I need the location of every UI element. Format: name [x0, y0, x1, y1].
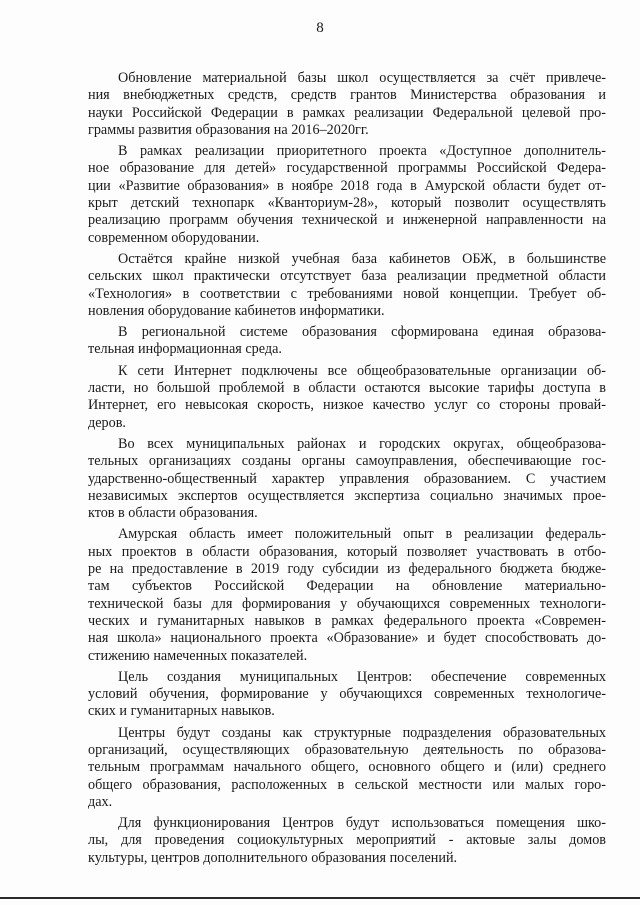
text-line: ции «Развитие образования» в ноябре 2018 года в Амурской области будет от- — [88, 177, 606, 194]
text-line: ре на предоставление в 2019 году субсидии из федерального бюджета бюдже- — [88, 561, 606, 578]
text-line: Амурская область имеет положительный опыт в реализации федераль- — [118, 526, 606, 543]
text-line: ударственно-общественный характер управления образованием. С участием — [88, 470, 606, 487]
text-line: стижению намеченных показателей. — [88, 647, 308, 664]
paragraph — [88, 363, 606, 432]
text-line: К сети Интернет подключены все общеобразовательные организации об- — [118, 362, 606, 379]
text-line: Центры будут созданы как структурные подразделения образовательных — [118, 724, 606, 741]
text-line: ческих и гуманитарных навыков в рамках федерального проекта «Современ- — [88, 612, 606, 629]
text-line: реализацию программ обучения технической и инженерной направленности на — [88, 212, 606, 229]
text-line: независимых экспертов осуществляется экспертиза социально значимых прое- — [88, 487, 606, 504]
text-line: ктов в области образования. — [88, 505, 258, 522]
paragraph — [88, 143, 606, 247]
text-line: ских и гуманитарных навыков. — [88, 703, 275, 720]
text-line: крыт детский технопарк «Кванториум-28», который позволит осуществлять — [88, 195, 606, 212]
paragraph — [88, 815, 606, 867]
text-line: современном оборудовании. — [88, 229, 260, 246]
text-line: ласти, но большой проблемой в области остаются высокие тарифы доступа в — [88, 380, 606, 397]
text-line: тельных организациях созданы органы самоуправления, обеспечивающие гос- — [88, 453, 606, 470]
text-line: ных проектов в области образования, который позволяет участвовать в отбо- — [88, 543, 606, 560]
text-line: граммы развития образования на 2016–2020гг. — [88, 121, 369, 138]
text-line: там субъектов Российской Федерации на обновление материально- — [88, 578, 606, 595]
text-line: тельным программам начального общего, основного общего и (или) среднего — [88, 759, 606, 776]
text-line: культуры, центров дополнительного образования поселений. — [88, 849, 458, 866]
page-number: 8 — [316, 20, 324, 36]
text-line: ния внебюджетных средств, средств грантов Министерства образования и — [88, 87, 606, 104]
text-line: Остаётся крайне низкой учебная база кабинетов ОБЖ, в большинстве — [118, 250, 606, 267]
text-line: В рамках реализации приоритетного проекта «Доступное дополнитель- — [118, 143, 606, 160]
document-body — [88, 70, 606, 871]
paragraph — [88, 725, 606, 811]
text-line: сельских школ практически отсутствует база реализации предметной области — [88, 268, 606, 285]
text-line: технической базы для формирования у обучающихся современных технологи- — [88, 595, 606, 612]
text-line: ное образование для детей» государственной программы Российской Федера- — [88, 160, 606, 177]
text-line: организаций, осуществляющих образовательную деятельность по образова- — [88, 741, 606, 758]
text-line: условий обучения, формирование у обучающихся современных технологиче- — [88, 686, 606, 703]
text-line: ная школа» национального проекта «Образование» и будет способствовать до- — [88, 630, 606, 647]
paragraph — [88, 251, 606, 320]
bottom-edge-line — [0, 897, 640, 899]
paragraph — [88, 436, 606, 522]
text-line: «Технология» в соответствии с требованиями новой концепции. Требует об- — [88, 285, 606, 302]
text-line: новления оборудование кабинетов информатики. — [88, 302, 385, 319]
text-line: Для функционирования Центров будут использоваться помещения шко- — [118, 815, 606, 832]
paragraph — [88, 324, 606, 359]
paragraph — [88, 70, 606, 139]
text-line: деров. — [88, 414, 126, 431]
paragraph — [88, 526, 606, 664]
text-line: Обновление материальной базы школ осуществляется за счёт привлече- — [118, 70, 606, 86]
text-line: дах. — [88, 793, 113, 810]
text-line: Интернет, его невысокая скорость, низкое качество услуг со стороны провай- — [88, 397, 606, 414]
text-line: Цель создания муниципальных Центров: обеспечение современных — [118, 668, 606, 685]
text-line: В региональной системе образования сформирована единая образова- — [118, 324, 606, 341]
text-line: науки Российской Федерации в рамках реализации Федеральной целевой про- — [88, 104, 606, 121]
paragraph — [88, 669, 606, 721]
text-line: лы, для проведения социокультурных мероприятий - актовые залы домов — [88, 832, 606, 849]
text-line: Во всех муниципальных районах и городских округах, общеобразова- — [118, 435, 606, 452]
text-line: тельная информационная среда. — [88, 341, 282, 358]
text-line: общего образования, расположенных в сельской местности или малых горо- — [88, 776, 606, 793]
